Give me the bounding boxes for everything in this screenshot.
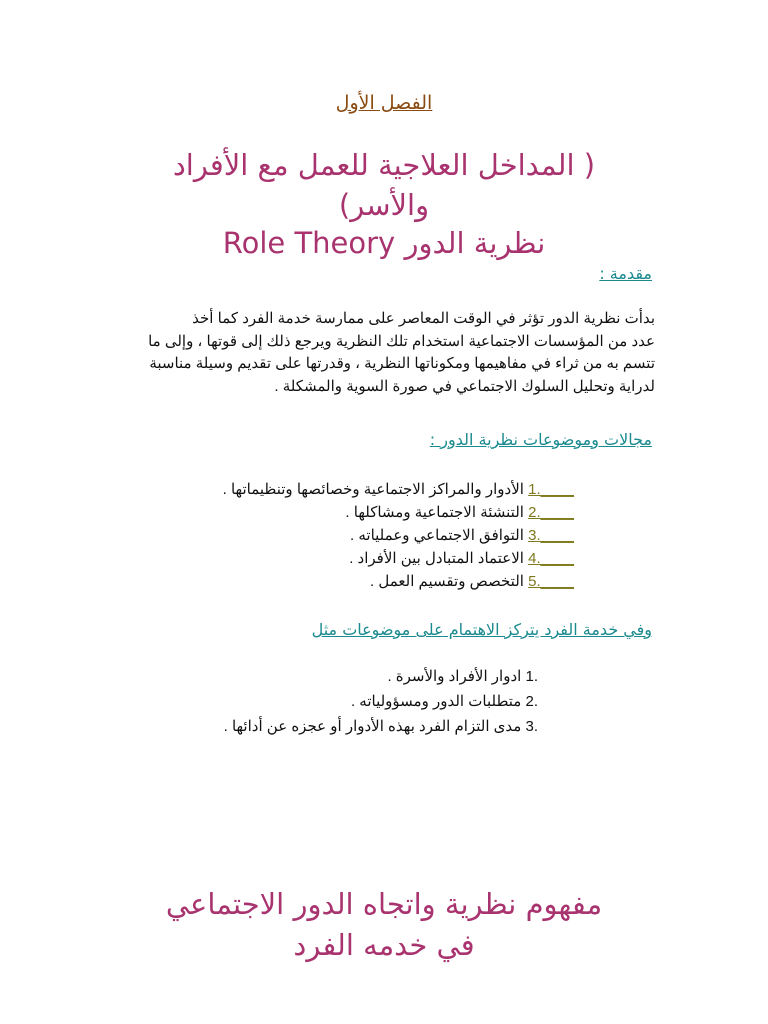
list-text: مدى التزام الفرد بهذه الأدوار أو عجزه عن أدائها . xyxy=(223,718,522,735)
list-number: 4.____ xyxy=(528,550,574,567)
list-text: التنشئة الاجتماعية ومشاكلها . xyxy=(345,504,524,521)
title-arabic: نظرية الدور xyxy=(404,226,546,260)
list-item xyxy=(223,570,574,593)
list-number: 2. xyxy=(525,693,538,710)
list-item xyxy=(223,547,574,570)
footer-title-line-2: في خدمه الفرد xyxy=(293,928,475,962)
chapter-heading: الفصل الأول xyxy=(335,92,433,114)
intro-paragraph xyxy=(115,308,655,398)
title-latin: Role Theory xyxy=(222,226,396,260)
intro-line: تتسم به من ثراء في مفاهيمها ومكوناتها النظرية ، وقدرتها على تقديم وسيلة مناسبة xyxy=(149,355,655,372)
list-number: 2.____ xyxy=(528,504,574,521)
intro-line: عدد من المؤسسات الاجتماعية استخدام تلك النظرية ويرجع ذلك إلى قوتها ، وإلى ما xyxy=(148,332,655,350)
topics-list xyxy=(223,478,574,593)
list-number: 5.____ xyxy=(528,573,574,590)
intro-line: لدراية وتحليل السلوك الاجتماعي في صورة السوية والمشكلة . xyxy=(274,377,655,395)
list-number: 1.____ xyxy=(528,481,574,498)
intro-line: بدأت نظرية الدور تؤثر في الوقت المعاصر على ممارسة خدمة الفرد كما أخذ xyxy=(192,310,655,327)
list-text: ادوار الأفراد والأسرة . xyxy=(387,668,522,685)
footer-title-line-1: مفهوم نظرية واتجاه الدور الاجتماعي xyxy=(165,887,603,921)
list-item xyxy=(224,714,538,739)
list-item xyxy=(223,478,574,501)
list-text: التخصص وتقسيم العمل . xyxy=(370,573,524,590)
intro-heading: مقدمة : xyxy=(599,264,652,283)
casework-list xyxy=(224,664,538,739)
casework-heading: وفي خدمة الفرد يتركز الاهتمام على موضوعات مثل xyxy=(311,620,652,639)
list-text: الاعتماد المتبادل بين الأفراد . xyxy=(349,550,524,567)
list-text: التوافق الاجتماعي وعملياته . xyxy=(350,527,524,544)
list-item xyxy=(224,689,538,714)
list-number: 3.____ xyxy=(528,527,574,544)
list-item xyxy=(224,664,538,689)
title-line-1: ( المداخل العلاجية للعمل مع الأفراد xyxy=(172,148,596,182)
list-text: متطلبات الدور ومسؤولياته . xyxy=(350,693,522,710)
topics-heading: مجالات وموضوعات نظرية الدور : xyxy=(429,430,652,449)
list-text: الأدوار والمراكز الاجتماعية وخصائصها وتنظيماتها . xyxy=(222,481,524,498)
list-item xyxy=(223,524,574,547)
title-line-2: والأسر) xyxy=(338,188,430,222)
list-number: 3. xyxy=(525,718,538,735)
title-line-3 xyxy=(0,223,768,263)
list-number: 1. xyxy=(525,668,538,685)
list-item xyxy=(223,501,574,524)
